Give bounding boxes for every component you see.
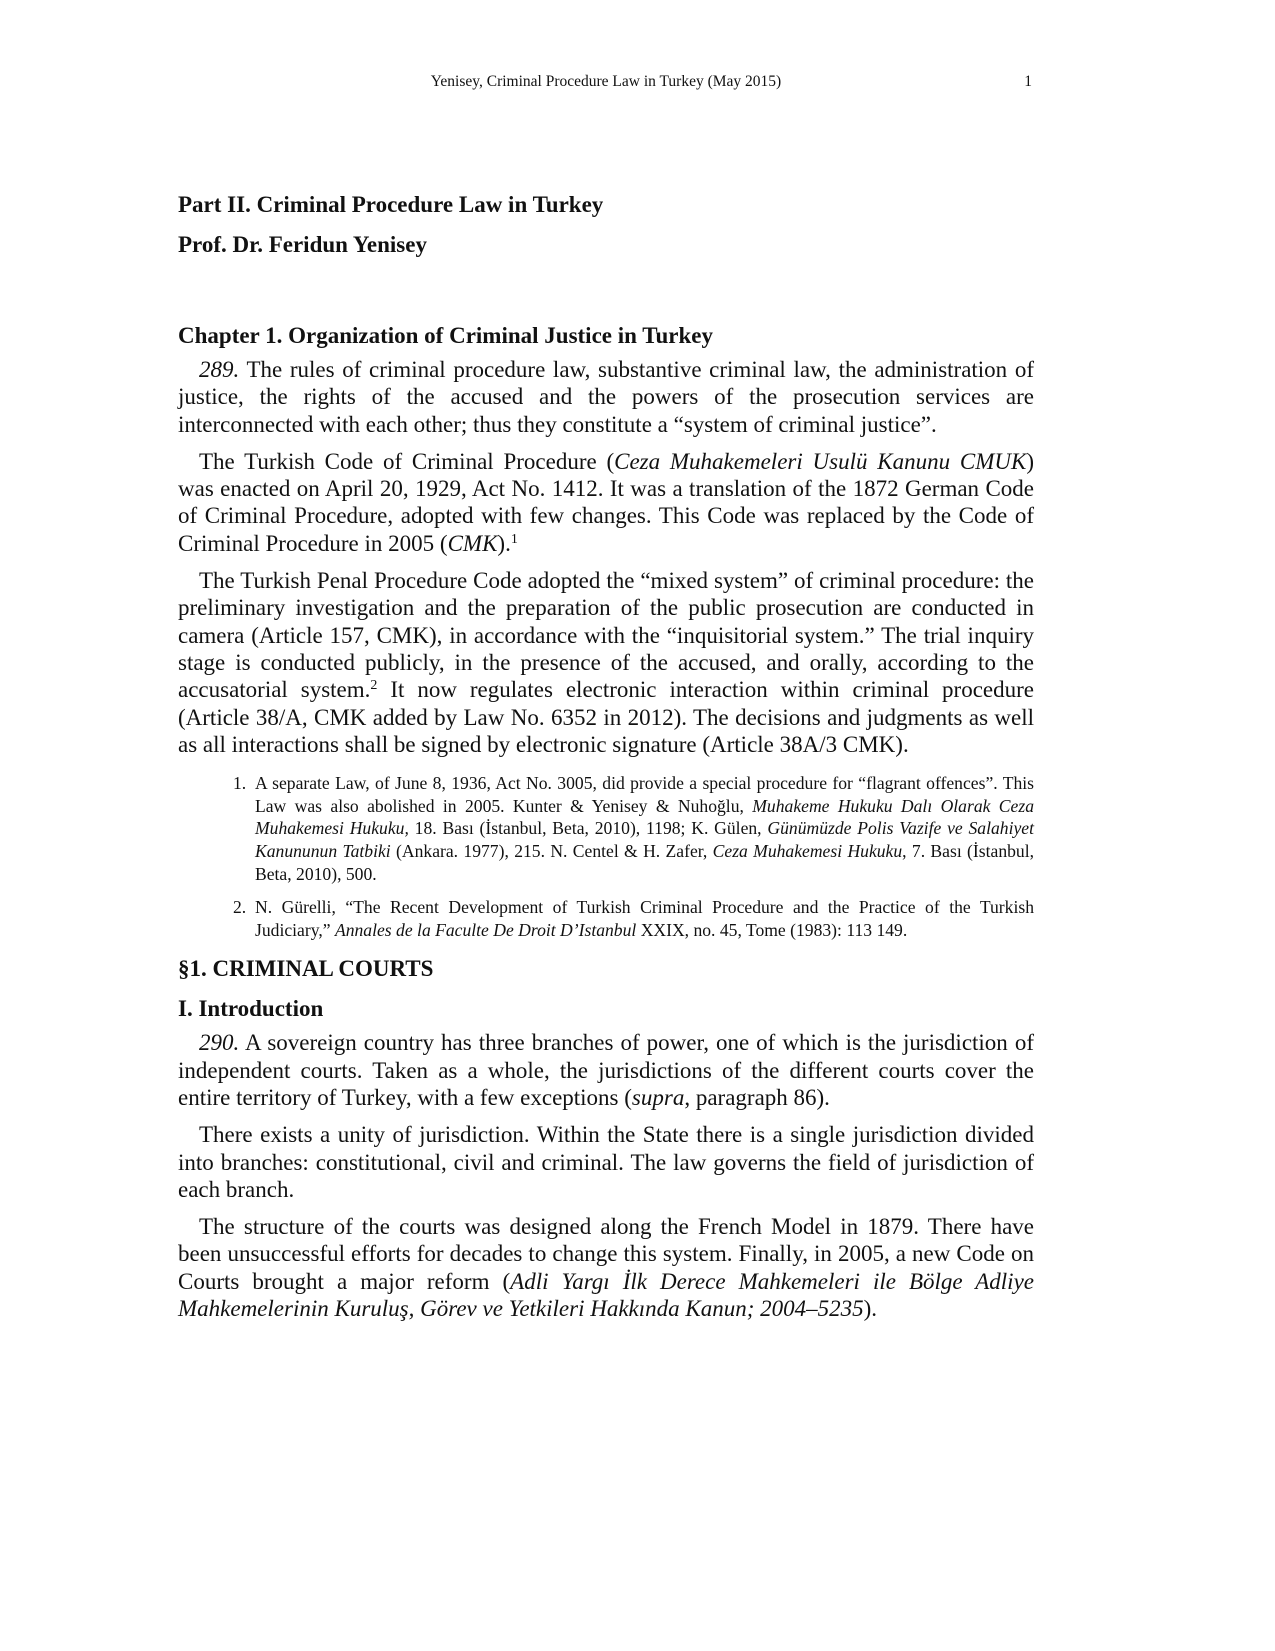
- footnote-text: 18. Bası (İstanbul, Beta, 2010), 1198; K. Gülen,: [408, 818, 768, 839]
- paragraph-text: The Turkish Code of Criminal Procedure (: [199, 448, 615, 474]
- subsection-heading: I. Introduction: [178, 996, 324, 1022]
- paragraph-unity-of-jurisdiction: [178, 1121, 1034, 1203]
- paragraph-text: A sovereign country has three branches of power, one of which is the jurisdiction of independent courts. Taken as a whole, the jurisdictions of the different courts cover the entire territory of Turkey, with a few exceptions (: [178, 1030, 1034, 1110]
- footnote-text: N. Gürelli, “The Recent Development of Turkish Criminal Procedure and the Practice of the Turkish Judiciary,”: [255, 897, 1034, 940]
- italic-title: Günümüzde Polis Vazife ve Salahiyet Kanununun Tatbiki: [255, 818, 1034, 861]
- paragraph-text: ).: [863, 1295, 878, 1321]
- page-number: 1: [1024, 73, 1032, 90]
- footnote-text: XXIX, no. 45, Tome (1983): 113 149.: [636, 919, 908, 940]
- paragraph-text: , paragraph 86).: [684, 1084, 830, 1110]
- footnotes-list: [178, 772, 1034, 941]
- paragraph-text: ).: [497, 530, 511, 556]
- author-heading: Prof. Dr. Feridun Yenisey: [178, 232, 427, 257]
- paragraph-code-history: [178, 448, 1034, 557]
- paragraph-text: ) was enacted on April 20, 1929, Act No. 1412. It was a translation of the 1872 German Code of Criminal Procedure, adopted with few changes. This Code was replaced by the Code of Criminal Procedure in 2005 (: [178, 448, 1034, 556]
- italic-term: CMK: [447, 530, 498, 556]
- footnote-ref-1[interactable]: 1: [510, 531, 518, 547]
- footnote-1: [233, 772, 1034, 885]
- italic-term: Adli Yargı İlk Derece Mahkemeleri ile Bölge Adliye Mahkemelerinin Kuruluş, Görev ve Yetkileri Hakkında Kanun; 2004–5235: [178, 1268, 1034, 1321]
- footnote-text: , 7. Bası (İstanbul, Beta, 2010), 500.: [255, 840, 1034, 884]
- paragraph-text: It now regulates electronic interaction within criminal procedure (Article 38/A, CMK added by Law No. 6352 in 2012). The decisions and judgments as well as all interactions shall be signed by electronic signature (Article 38A/3 CMK).: [178, 677, 1034, 757]
- paragraph-court-structure: [178, 1213, 1034, 1322]
- paragraph-text: The Turkish Penal Procedure Code adopted the “mixed system” of criminal procedure: the preliminary investigation and the preparation of the public prosecution are conducted in camera (Article 157, CMK), in accordance with the “inquisitorial system.” The trial inquiry stage is conducted publicly, in the presence of the accused, and orally, according to the accusatorial system.: [178, 568, 1034, 703]
- paragraph-290: [178, 1029, 1034, 1111]
- paragraph-289: [178, 356, 1034, 438]
- footnote-number: 2.: [233, 897, 247, 918]
- paragraph-number: 290.: [199, 1030, 240, 1056]
- italic-title: Annales de la Faculte De Droit D’Istanbul: [334, 919, 637, 940]
- italic-term: Ceza Muhakemeleri Usulü Kanunu CMUK: [614, 448, 1027, 474]
- page-content: [178, 190, 1034, 1322]
- paragraph-number: 289.: [199, 357, 240, 382]
- running-header: [178, 73, 1034, 97]
- paragraph-mixed-system: [178, 567, 1034, 758]
- italic-term: supra: [631, 1084, 685, 1110]
- chapter-heading: Chapter 1. Organization of Criminal Justice in Turkey: [178, 323, 713, 348]
- part-heading: Part II. Criminal Procedure Law in Turkey: [178, 192, 604, 217]
- italic-title: Ceza Muhakemesi Hukuku: [712, 840, 903, 861]
- footnote-text: A separate Law, of June 8, 1936, Act No. 3005, did provide a special procedure for “flagrant offences”. This Law was also abolished in 2005. Kunter & Yenisey & Nuhoğlu,: [255, 773, 1034, 816]
- section-heading: §1. CRIMINAL COURTS: [178, 956, 434, 982]
- footnote-2: [233, 896, 1034, 941]
- paragraph-text: The structure of the courts was designed along the French Model in 1879. There have been unsuccessful efforts for decades to change this system. Finally, in 2005, a new Code on Courts brought a major reform (: [178, 1214, 1034, 1294]
- footnote-text: (Ankara. 1977), 215. N. Centel & H. Zafer,: [390, 840, 713, 861]
- paragraph-text: The rules of criminal procedure law, substantive criminal law, the administration of justice, the rights of the accused and the powers of the prosecution services are interconnected with each other; thus they constitute a “system of criminal justice”.: [178, 357, 1034, 437]
- paragraph-text: There exists a unity of jurisdiction. Within the State there is a single jurisdiction divided into branches: constitutional, civil and criminal. The law governs the field of jurisdiction of each branch.: [178, 1122, 1034, 1202]
- running-title: Yenisey, Criminal Procedure Law in Turkey (May 2015): [430, 73, 782, 90]
- italic-title: Muhakeme Hukuku Dalı Olarak Ceza Muhakemesi Hukuku,: [255, 795, 1034, 839]
- footnote-ref-2[interactable]: 2: [370, 678, 378, 694]
- footnote-number: 1.: [233, 773, 247, 794]
